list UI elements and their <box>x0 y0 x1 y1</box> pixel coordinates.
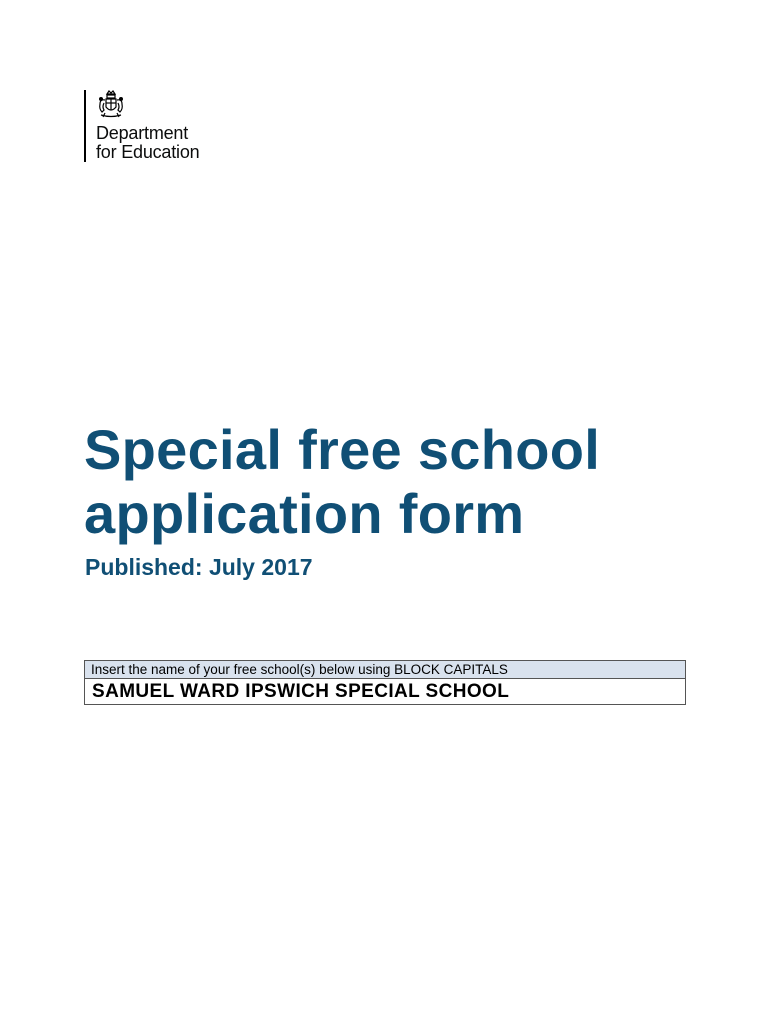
document-title <box>84 418 600 546</box>
school-name-field[interactable]: SAMUEL WARD IPSWICH SPECIAL SCHOOL <box>92 681 510 702</box>
school-name-hint: Insert the name of your free school(s) below using BLOCK CAPITALS <box>85 661 685 679</box>
royal-coat-of-arms-icon <box>96 90 126 120</box>
department-name-line2: for Education <box>96 142 200 162</box>
published-date: Published: July 2017 <box>85 554 313 580</box>
department-name <box>96 124 199 162</box>
document-title-line2: application form <box>84 482 525 545</box>
department-name-line1: Department <box>96 123 189 143</box>
department-logo <box>84 90 200 162</box>
document-title-line1: Special free school <box>84 418 601 481</box>
school-name-table <box>84 660 686 705</box>
